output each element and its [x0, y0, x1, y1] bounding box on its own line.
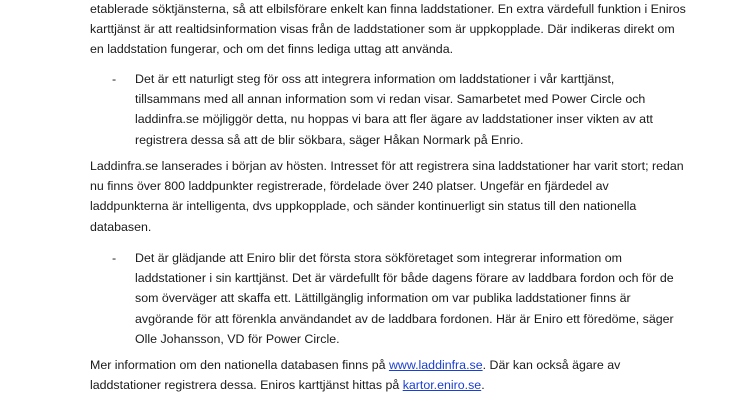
text-line: laddpunkterna är intelligenta, dvs uppkopplade, och sänder kontinuerligt sin status till den nationella	[90, 199, 637, 214]
eniro-maps-link[interactable]: kartor.eniro.se	[402, 378, 482, 393]
text-line: Det är glädjande att Eniro blir det första stora sökföretaget som integrerar information om	[135, 251, 622, 265]
text-line: Olle Johansson, VD för Power Circle.	[135, 331, 340, 346]
laddinfra-link[interactable]: www.laddinfra.se	[388, 358, 483, 372]
text-line: nu finns över 800 laddpunkter registrerade, fördelade över 240 platser. Ungefär en fjärdedel av	[90, 179, 609, 194]
text-line: etablerade söktjänsterna, så att elbilsförare enkelt kan finna laddstationer. En extra värdefull funktion i Eniros	[90, 2, 686, 16]
text-line: laddstationer i sin karttjänst. Det är värdefullt för både dagens förare av laddbara fordon och för de	[135, 271, 674, 286]
bullet-dash: -	[112, 72, 117, 86]
text-line: avgörande för att förenkla användandet av de laddbara fordonen. Här är Eniro ett föredöme, säger	[135, 311, 674, 326]
paragraph-intro	[90, 0, 686, 60]
text-line: tillsammans med all annan information som vi redan visar. Samarbetet med Power Circle och	[135, 92, 646, 107]
text-line: Det är ett naturligt steg för oss att integrera information om laddstationer i vår karttjänst,	[135, 72, 615, 86]
quote-text	[135, 248, 675, 349]
quote-text	[135, 69, 675, 150]
bullet-dash: -	[112, 251, 117, 265]
text-line: databasen.	[90, 219, 152, 234]
text-line: Laddinfra.se lanserades i början av hösten. Intresset för att registrera sina laddstationer har varit stort; redan	[90, 159, 684, 173]
text-line	[90, 375, 680, 395]
text-segment: laddstationer registrera dessa. Eniros karttjänst hittas på	[90, 378, 403, 393]
text-segment: Mer information om den nationella databasen finns på	[90, 358, 389, 372]
text-line: registrera dessa så att de blir sökbara, säger Håkan Normark på Enrio.	[135, 132, 524, 147]
text-line: karttjänst är att realtidsinformation visas från de laddstationer som är uppkopplade. Där indikeras direkt om	[90, 22, 675, 37]
text-line	[90, 355, 680, 375]
text-segment: . Där kan också ägare av	[482, 358, 621, 372]
text-segment: .	[481, 378, 485, 393]
paragraph-more-info	[90, 355, 680, 395]
text-line: som överväger att skaffa ett. Lättillgänglig information om var publika laddstationer finns är	[135, 291, 631, 306]
text-line: laddinfra.se möjliggör detta, nu hoppas vi bara att fler ägare av laddstationer inser vikten av att	[135, 112, 653, 127]
text-line: en laddstation fungerar, och om det finns lediga uttag att använda.	[90, 42, 454, 57]
paragraph-laddinfra	[90, 156, 684, 237]
